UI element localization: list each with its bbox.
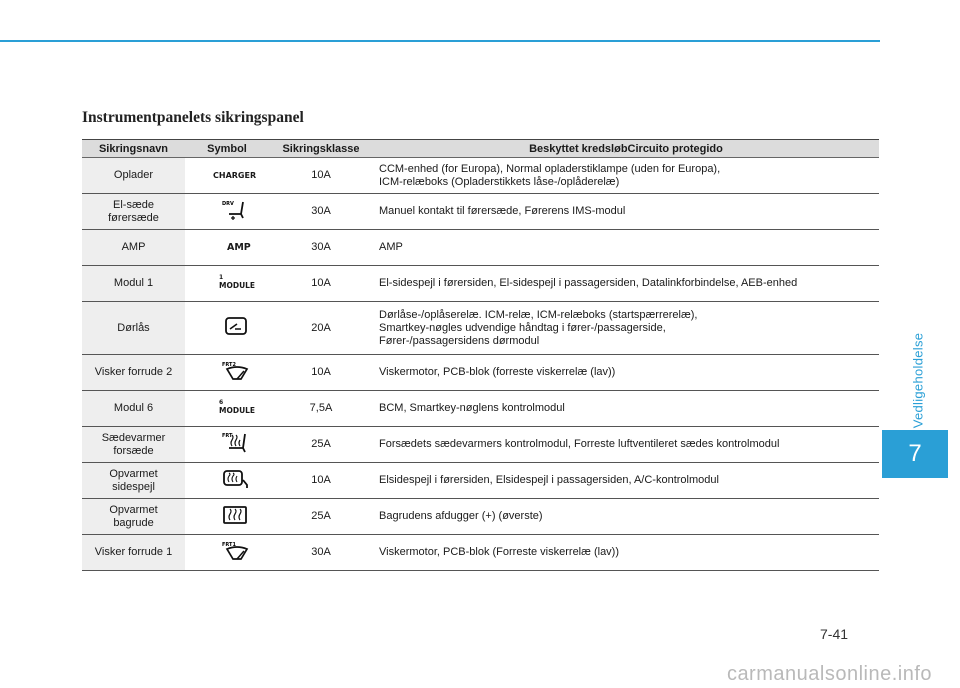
protected-circuit: [373, 355, 879, 391]
rear-defroster-icon: [189, 504, 251, 526]
fuse-rating: 30A: [269, 194, 373, 230]
fuse-symbol: [185, 535, 269, 571]
protected-circuit: [373, 302, 879, 355]
fuse-symbol: [185, 499, 269, 535]
protected-circuit: [373, 391, 879, 427]
front-wiper-icon: [189, 360, 255, 382]
heated-mirror-icon: [189, 468, 251, 490]
fuse-name: [82, 302, 185, 355]
svg-text:FRT1: FRT1: [222, 541, 236, 548]
fuse-name-line: Visker forrude 1: [94, 546, 173, 558]
fuse-name-line: Sædevarmer: [101, 431, 166, 444]
table-row: [82, 158, 879, 194]
section-title: Instrumentpanelets sikringspanel: [82, 109, 304, 126]
fuse-name: [82, 355, 185, 391]
protected-circuit-line: AMP: [379, 241, 403, 253]
svg-text:DRV: DRV: [222, 200, 234, 207]
fuse-rating: 7,5A: [269, 391, 373, 427]
protected-circuit-line: Smartkey-nøgles udvendige håndtag i fører-/passagerside,: [379, 321, 666, 334]
door-lock-icon: [189, 315, 251, 337]
fuse-symbol: [185, 194, 269, 230]
fuse-name-line: Modul 1: [113, 277, 154, 289]
protected-circuit-line: Viskermotor, PCB-blok (Forreste viskerrelæ (lav)): [379, 546, 620, 558]
protected-circuit-line: BCM, Smartkey-nøglens kontrolmodul: [379, 402, 565, 414]
table-row: [82, 230, 879, 266]
protected-circuit-line: Elsidespejl i førersiden, Elsidespejl i passagersiden, A/C-kontrolmodul: [379, 474, 719, 486]
fuse-name: [82, 391, 185, 427]
table-row: [82, 355, 879, 391]
table-row: [82, 391, 879, 427]
protected-circuit-line: Dørlåse-/oplåserelæ. ICM-relæ, ICM-relæboks (startspærrerelæ),: [379, 308, 698, 321]
fuse-rating: 30A: [269, 535, 373, 571]
protected-circuit: [373, 158, 879, 194]
front-wiper-icon: [189, 540, 255, 562]
fuse-name-line: Visker forrude 2: [94, 366, 173, 378]
protected-circuit: [373, 535, 879, 571]
seat-heater-icon: [189, 431, 255, 455]
fuse-rating: 10A: [269, 158, 373, 194]
watermark: carmanualsonline.info: [726, 663, 932, 685]
side-tab: [888, 330, 948, 430]
fuse-rating: 25A: [269, 427, 373, 463]
charger-symbol: CHARGER: [213, 171, 257, 180]
driver-seat-icon: [189, 199, 255, 221]
protected-circuit-line: Fører-/passagersidens dørmodul: [379, 334, 540, 347]
table-row: [82, 535, 879, 571]
table-row: [82, 266, 879, 302]
fuse-name-line: Dørlås: [117, 321, 150, 334]
fuse-name: [82, 535, 185, 571]
fuse-table: [82, 139, 879, 571]
fuse-rating: 10A: [269, 266, 373, 302]
protected-circuit-line: Manuel kontakt til førersæde, Førerens IMS-modul: [379, 205, 626, 217]
header-protected-circuit: Beskyttet kredsløbCircuito protegido: [373, 140, 879, 158]
fuse-name: [82, 499, 185, 535]
fuse-name: [82, 266, 185, 302]
module-symbol: [189, 275, 255, 290]
fuse-name-line: El-sæde: [113, 198, 154, 211]
header-fuse-rating: Sikringsklasse: [269, 140, 373, 158]
fuse-name: [82, 158, 185, 194]
protected-circuit-line: Viskermotor, PCB-blok (forreste viskerrelæ (lav)): [379, 366, 616, 378]
fuse-name-line: bagrude: [113, 516, 154, 529]
protected-circuit: [373, 427, 879, 463]
amp-symbol: AMP: [227, 242, 251, 253]
fuse-name-line: Opvarmet: [109, 467, 158, 480]
table-row: [82, 302, 879, 355]
side-tab-label: Vedligeholdelse: [910, 332, 926, 428]
protected-circuit: [373, 266, 879, 302]
table-row: [82, 427, 879, 463]
table-row: [82, 194, 879, 230]
module-symbol: [189, 400, 255, 415]
protected-circuit-line: Forsædets sædevarmers kontrolmodul, Forreste luftventileret sædes kontrolmodul: [379, 438, 780, 450]
fuse-symbol: [185, 302, 269, 355]
module-number: 1: [219, 274, 224, 281]
fuse-name-line: sidespejl: [112, 480, 155, 493]
protected-circuit-line: CCM-enhed (for Europa), Normal opladerstiklampe (uden for Europa),: [379, 162, 721, 175]
table-row: [82, 499, 879, 535]
top-rule: [0, 40, 880, 42]
fuse-rating: 10A: [269, 355, 373, 391]
fuse-name: [82, 427, 185, 463]
fuse-name-line: førersæde: [108, 211, 159, 224]
fuse-symbol: [185, 230, 269, 266]
header-fuse-name: Sikringsnavn: [82, 140, 185, 158]
fuse-symbol: [185, 391, 269, 427]
fuse-name-line: forsæde: [113, 444, 154, 457]
fuse-name: [82, 194, 185, 230]
table-header-row: [82, 140, 879, 158]
fuse-symbol: [185, 463, 269, 499]
fuse-name-line: AMP: [121, 241, 146, 253]
protected-circuit-line: ICM-relæboks (Opladerstikkets låse-/oplåderelæ): [379, 175, 620, 188]
protected-circuit: [373, 194, 879, 230]
header-symbol: Symbol: [185, 140, 269, 158]
protected-circuit-line: Bagrudens afdugger (+) (øverste): [379, 510, 543, 522]
fuse-symbol: [185, 355, 269, 391]
fuse-name: [82, 463, 185, 499]
fuse-name: [82, 230, 185, 266]
fuse-rating: 20A: [269, 302, 373, 355]
protected-circuit: [373, 499, 879, 535]
protected-circuit: [373, 463, 879, 499]
svg-text:FRT2: FRT2: [222, 361, 236, 368]
table-row: [82, 463, 879, 499]
fuse-symbol: [185, 266, 269, 302]
fuse-rating: 25A: [269, 499, 373, 535]
module-label: MODULE: [219, 406, 256, 415]
fuse-name-line: Modul 6: [113, 402, 154, 414]
fuse-symbol: [185, 158, 269, 194]
module-label: MODULE: [219, 281, 256, 290]
page-number: 7-41: [820, 626, 849, 642]
module-number: 6: [219, 399, 224, 406]
fuse-symbol: [185, 427, 269, 463]
fuse-name-line: Oplader: [113, 169, 154, 181]
protected-circuit-line: El-sidespejl i førersiden, El-sidespejl i passagersiden, Datalinkforbindelse, AEB-enhed: [379, 277, 798, 289]
protected-circuit: [373, 230, 879, 266]
svg-text:FRT: FRT: [222, 432, 233, 439]
fuse-name-line: Opvarmet: [109, 503, 158, 516]
fuse-rating: 10A: [269, 463, 373, 499]
chapter-number: 7: [882, 430, 948, 478]
fuse-rating: 30A: [269, 230, 373, 266]
